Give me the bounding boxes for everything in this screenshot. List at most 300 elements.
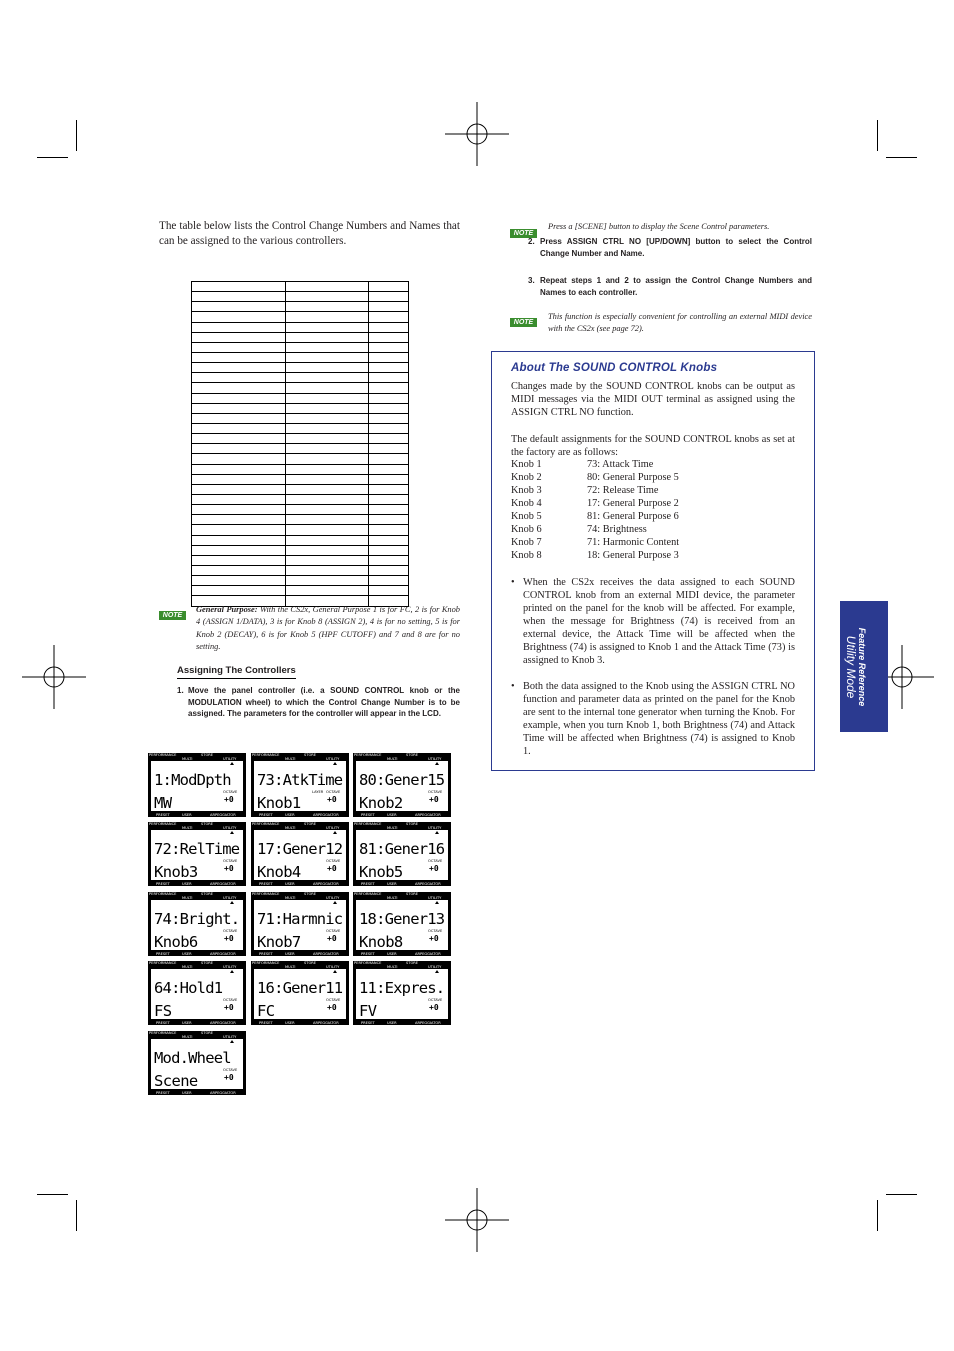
lcd-label-performance: PERFORMANCE — [149, 892, 177, 896]
table-row — [192, 565, 409, 575]
table-cell — [192, 434, 286, 444]
lcd-label-store: STORE — [406, 753, 419, 757]
octave-value: +0 — [224, 795, 234, 804]
cursor-triangle-icon — [333, 970, 337, 973]
lcd-line-1: 64:Hold1 — [154, 979, 223, 997]
table-cell — [369, 515, 409, 525]
step-text: Repeat steps 1 and 2 to assign the Control Change Numbers and Names to each controller. — [540, 276, 812, 297]
step-3 — [528, 275, 812, 299]
assigning-heading: Assigning The Controllers — [177, 665, 296, 679]
lcd-label-store: STORE — [201, 892, 214, 896]
control-change-table — [191, 281, 409, 607]
table-row — [192, 363, 409, 373]
table-cell — [369, 454, 409, 464]
octave-value: +0 — [327, 864, 337, 873]
lcd-label-utility: UTILITY — [326, 757, 340, 761]
table-row — [192, 373, 409, 383]
lcd-label-utility: UTILITY — [326, 896, 340, 900]
lcd-screen — [353, 961, 451, 1025]
octave-value: +0 — [429, 934, 439, 943]
lcd-label-multi: MULTI — [285, 757, 296, 761]
lcd-screen — [251, 822, 349, 886]
table-row — [192, 423, 409, 433]
table-cell — [285, 413, 369, 423]
table-cell — [369, 525, 409, 535]
lcd-display — [254, 761, 346, 811]
lcd-screen — [353, 822, 451, 886]
box-paragraph: Changes made by the SOUND CONTROL knobs can be output as MIDI messages via the MIDI OUT terminal as assigned using the ASSIGN CTRL NO function. — [511, 381, 795, 418]
table-cell — [192, 505, 286, 515]
list-item: Knob 4 17: General Purpose 2 — [511, 498, 679, 509]
table-cell — [369, 302, 409, 312]
registration-mark-icon — [445, 1188, 509, 1252]
cursor-triangle-icon — [435, 901, 439, 904]
lcd-line-1: 18:Gener13 — [359, 910, 445, 928]
table-cell — [369, 444, 409, 454]
lcd-label-arpeggiator: ARPEGGIATOR — [210, 1021, 236, 1025]
table-cell — [192, 413, 286, 423]
octave-value: +0 — [224, 1073, 234, 1082]
lcd-label-performance: PERFORMANCE — [354, 961, 382, 965]
table-cell — [369, 505, 409, 515]
table-cell — [369, 494, 409, 504]
table-row — [192, 322, 409, 332]
lcd-display — [356, 969, 448, 1019]
step-number: 2. — [528, 237, 535, 246]
lcd-line-1: 74:Bright. — [154, 910, 240, 928]
lcd-label-preset: PRESET — [156, 952, 170, 956]
table-row — [192, 515, 409, 525]
table-cell — [369, 363, 409, 373]
cursor-triangle-icon — [333, 831, 337, 834]
lcd-label-octave: OCTAVE — [428, 790, 443, 794]
octave-value: +0 — [327, 1003, 337, 1012]
cursor-triangle-icon — [435, 970, 439, 973]
table-cell — [285, 423, 369, 433]
table-cell — [192, 322, 286, 332]
octave-value: +0 — [224, 864, 234, 873]
lcd-label-utility: UTILITY — [223, 1035, 237, 1039]
table-cell — [192, 292, 286, 302]
table-cell — [285, 352, 369, 362]
lcd-label-performance: PERFORMANCE — [149, 822, 177, 826]
lcd-line-2: Knob4 — [257, 863, 301, 881]
table-cell — [192, 576, 286, 586]
table-row — [192, 302, 409, 312]
octave-value: +0 — [429, 795, 439, 804]
lcd-label-user: USER — [387, 882, 397, 886]
lcd-line-2: FS — [154, 1002, 172, 1020]
table-row — [192, 393, 409, 403]
table-row — [192, 525, 409, 535]
lcd-label-arpeggiator: ARPEGGIATOR — [313, 813, 339, 817]
lcd-line-2: Knob7 — [257, 933, 301, 951]
lcd-screen — [148, 961, 246, 1025]
crop-mark — [877, 120, 878, 151]
lcd-line-2: Knob6 — [154, 933, 198, 951]
lcd-display — [151, 900, 243, 950]
lcd-label-user: USER — [182, 882, 192, 886]
lcd-label-preset: PRESET — [361, 813, 375, 817]
table-row — [192, 474, 409, 484]
lcd-label-multi: MULTI — [285, 826, 296, 830]
table-cell — [369, 434, 409, 444]
lcd-label-preset: PRESET — [259, 882, 273, 886]
lcd-label-performance: PERFORMANCE — [252, 822, 280, 826]
table-cell — [369, 484, 409, 494]
lcd-label-arpeggiator: ARPEGGIATOR — [313, 882, 339, 886]
sound-control-box — [491, 351, 815, 771]
step-text: Press ASSIGN CTRL NO [UP/DOWN] button to select the Control Change Number and Name. — [540, 237, 812, 258]
cursor-triangle-icon — [230, 762, 234, 765]
table-cell — [192, 332, 286, 342]
lcd-label-preset: PRESET — [156, 1021, 170, 1025]
table-cell — [369, 535, 409, 545]
note-text: With the CS2x, General Purpose 1 is for FC, 2 is for Knob 4 (ASSIGN 1/DATA), 3 is for Knob 8 (ASSIGN 2), 4 is for no setting, 5 is for Knob 2 (DECAY), 6 is for Knob 5 (HPF CUTOFF) and 7 and 8 are for no setting. — [196, 605, 460, 651]
lcd-label-octave: OCTAVE — [428, 929, 443, 933]
cursor-triangle-icon — [333, 901, 337, 904]
lcd-label-performance: PERFORMANCE — [252, 961, 280, 965]
lcd-label-user: USER — [387, 813, 397, 817]
lcd-screen — [148, 822, 246, 886]
crop-mark — [37, 157, 68, 158]
table-cell — [192, 494, 286, 504]
lcd-label-arpeggiator: ARPEGGIATOR — [415, 952, 441, 956]
table-cell — [285, 292, 369, 302]
section-tab — [840, 601, 888, 732]
lcd-label-arpeggiator: ARPEGGIATOR — [210, 952, 236, 956]
lcd-label-arpeggiator: ARPEGGIATOR — [415, 882, 441, 886]
table-cell — [285, 393, 369, 403]
lcd-line-1: 11:Expres. — [359, 979, 445, 997]
table-cell — [369, 403, 409, 413]
lcd-label-octave: OCTAVE — [326, 929, 341, 933]
table-cell — [369, 474, 409, 484]
registration-mark-icon — [22, 645, 86, 709]
octave-value: +0 — [224, 1003, 234, 1012]
table-cell — [285, 312, 369, 322]
lcd-line-1: 16:Gener11 — [257, 979, 343, 997]
lcd-label-user: USER — [387, 1021, 397, 1025]
bullet-text: Both the data assigned to the Knob using the ASSIGN CTRL NO function and parameter data as printed on the panel for the Knob are sent to the internal tone generator when turning the Knob. For example, when you turn Knob 1, both Brightness (74) and Attack Time will be affected when Brightness (74) is assigned to Knob 1. — [523, 681, 795, 757]
table-cell — [369, 383, 409, 393]
table-cell — [285, 525, 369, 535]
lcd-label-utility: UTILITY — [223, 965, 237, 969]
table-row — [192, 352, 409, 362]
lcd-label-preset: PRESET — [259, 1021, 273, 1025]
note-icon: NOTE — [510, 229, 537, 238]
table-cell — [369, 555, 409, 565]
table-row — [192, 505, 409, 515]
lcd-line-2: Scene — [154, 1072, 198, 1090]
table-row — [192, 292, 409, 302]
lcd-label-user: USER — [285, 1021, 295, 1025]
lcd-label-multi: MULTI — [182, 826, 193, 830]
table-cell — [192, 302, 286, 312]
lcd-label-utility: UTILITY — [428, 757, 442, 761]
bullet-item — [511, 680, 795, 758]
lcd-label-multi: MULTI — [285, 896, 296, 900]
table-cell — [285, 444, 369, 454]
lcd-label-store: STORE — [304, 753, 317, 757]
lcd-line-1: 71:Harmnic — [257, 910, 343, 928]
lcd-label-multi: MULTI — [387, 826, 398, 830]
table-cell — [369, 545, 409, 555]
lcd-label-utility: UTILITY — [428, 896, 442, 900]
table-row — [192, 576, 409, 586]
lcd-line-1: 1:ModDpth — [154, 771, 231, 789]
lcd-display — [254, 969, 346, 1019]
table-row — [192, 545, 409, 555]
table-cell — [285, 383, 369, 393]
table-cell — [285, 282, 369, 292]
general-purpose-note — [159, 604, 460, 651]
table-cell — [192, 342, 286, 352]
lcd-line-2: Knob5 — [359, 863, 403, 881]
lcd-screen — [148, 1031, 246, 1095]
octave-value: +0 — [224, 934, 234, 943]
lcd-display — [356, 761, 448, 811]
lcd-label-arpeggiator: ARPEGGIATOR — [313, 952, 339, 956]
bullet-icon: • — [511, 577, 515, 588]
intro-paragraph: The table below lists the Control Change Numbers and Names that can be assigned to the various controllers. — [159, 220, 460, 247]
table-cell — [192, 586, 286, 596]
lcd-label-performance: PERFORMANCE — [149, 961, 177, 965]
table-cell — [285, 373, 369, 383]
lcd-label-utility: UTILITY — [326, 826, 340, 830]
crop-mark — [76, 1200, 77, 1231]
octave-value: +0 — [429, 1003, 439, 1012]
table-cell — [285, 302, 369, 312]
lcd-line-1: 81:Gener16 — [359, 840, 445, 858]
lcd-line-2: Knob3 — [154, 863, 198, 881]
lcd-screen — [251, 753, 349, 817]
lcd-label-arpeggiator: ARPEGGIATOR — [415, 1021, 441, 1025]
crop-mark — [886, 157, 917, 158]
cursor-triangle-icon — [333, 762, 337, 765]
table-cell — [285, 363, 369, 373]
lcd-screen — [148, 753, 246, 817]
note-icon: NOTE — [510, 318, 537, 327]
list-item: Knob 3 72: Release Time — [511, 485, 659, 496]
lcd-label-multi: MULTI — [182, 757, 193, 761]
lcd-line-2: FC — [257, 1002, 275, 1020]
table-cell — [192, 545, 286, 555]
lcd-label-store: STORE — [201, 961, 214, 965]
lcd-label-user: USER — [387, 952, 397, 956]
section-tab-title: Feature Reference — [857, 627, 867, 707]
lcd-label-store: STORE — [304, 961, 317, 965]
table-row — [192, 312, 409, 322]
lcd-label-performance: PERFORMANCE — [252, 892, 280, 896]
table-cell — [369, 565, 409, 575]
lcd-label-multi: MULTI — [387, 757, 398, 761]
section-tab-subtitle: Utility Mode — [844, 635, 858, 699]
lcd-display — [151, 969, 243, 1019]
list-item: Knob 8 18: General Purpose 3 — [511, 550, 679, 561]
table-cell — [192, 535, 286, 545]
bullet-icon: • — [511, 681, 515, 692]
table-cell — [192, 565, 286, 575]
table-cell — [285, 535, 369, 545]
table-row — [192, 383, 409, 393]
cursor-triangle-icon — [230, 1040, 234, 1043]
lcd-label-user: USER — [285, 882, 295, 886]
lcd-line-2: Knob2 — [359, 794, 403, 812]
table-cell — [192, 444, 286, 454]
lcd-line-1: 73:AtkTime — [257, 771, 343, 789]
lcd-label-preset: PRESET — [361, 1021, 375, 1025]
lcd-label-store: STORE — [304, 822, 317, 826]
table-cell — [192, 464, 286, 474]
lcd-line-1: 80:Gener15 — [359, 771, 445, 789]
table-cell — [192, 312, 286, 322]
cursor-triangle-icon — [435, 831, 439, 834]
table-header-row — [192, 282, 409, 292]
table-cell — [192, 383, 286, 393]
table-cell — [285, 332, 369, 342]
table-cell — [369, 282, 409, 292]
lcd-label-octave: OCTAVE — [326, 859, 341, 863]
lcd-display — [151, 830, 243, 880]
table-cell — [192, 555, 286, 565]
lcd-label-preset: PRESET — [156, 813, 170, 817]
lcd-label-store: STORE — [201, 822, 214, 826]
table-cell — [285, 464, 369, 474]
box-paragraph: The default assignments for the SOUND CONTROL knobs as set at the factory are as follows: — [511, 434, 795, 458]
lcd-label-utility: UTILITY — [223, 896, 237, 900]
table-cell — [192, 363, 286, 373]
midi-note — [510, 311, 812, 334]
lcd-label-utility: UTILITY — [428, 965, 442, 969]
lcd-label-multi: MULTI — [182, 965, 193, 969]
note-icon: NOTE — [159, 611, 186, 620]
note-lead: General Purpose: — [196, 605, 258, 614]
list-item: Knob 7 71: Harmonic Content — [511, 537, 680, 548]
lcd-display — [151, 761, 243, 811]
table-cell — [192, 515, 286, 525]
table-cell — [285, 505, 369, 515]
lcd-line-2: MW — [154, 794, 172, 812]
lcd-label-arpeggiator: ARPEGGIATOR — [313, 1021, 339, 1025]
lcd-label-store: STORE — [304, 892, 317, 896]
lcd-display — [254, 900, 346, 950]
table-row — [192, 444, 409, 454]
lcd-label-store: STORE — [406, 961, 419, 965]
lcd-label-octave: OCTAVE — [223, 859, 238, 863]
table-cell — [369, 332, 409, 342]
lcd-label-octave: OCTAVE — [223, 1068, 238, 1072]
list-item: Knob 5 81: General Purpose 6 — [511, 511, 679, 522]
table-cell — [369, 292, 409, 302]
note-text: This function is especially convenient for controlling an external MIDI device with the CS2x (see page 72). — [548, 312, 812, 334]
table-cell — [192, 403, 286, 413]
lcd-label-user: USER — [285, 952, 295, 956]
table-cell — [192, 454, 286, 464]
lcd-display — [356, 830, 448, 880]
table-cell — [192, 373, 286, 383]
table-cell — [369, 322, 409, 332]
lcd-label-layer: LAYER — [312, 790, 324, 794]
table-cell — [285, 434, 369, 444]
lcd-label-user: USER — [182, 813, 192, 817]
table-cell — [369, 373, 409, 383]
lcd-display — [356, 900, 448, 950]
lcd-label-utility: UTILITY — [326, 965, 340, 969]
bullet-text: When the CS2x receives the data assigned to each SOUND CONTROL knob from an external MIDI device, the parameter printed on the panel for the knob will be affected. For example, when the message for Brightness (74) is received from an external device, the Attack Time will be affected when the Brightness (74) is assigned to Knob 1 and the Attack Time (73) is assigned to Knob 3. — [523, 577, 795, 666]
table-row — [192, 464, 409, 474]
table-cell — [192, 423, 286, 433]
table-cell — [192, 484, 286, 494]
lcd-label-multi: MULTI — [387, 965, 398, 969]
lcd-label-performance: PERFORMANCE — [252, 753, 280, 757]
table-cell — [369, 413, 409, 423]
table-cell — [285, 515, 369, 525]
lcd-label-arpeggiator: ARPEGGIATOR — [210, 813, 236, 817]
lcd-label-octave: OCTAVE — [428, 998, 443, 1002]
note-text: Press a [SCENE] button to display the Scene Control parameters. — [548, 222, 770, 231]
list-item: Knob 2 80: General Purpose 5 — [511, 472, 679, 483]
bullet-item — [511, 576, 795, 667]
crop-mark — [76, 120, 77, 151]
table-cell — [192, 525, 286, 535]
lcd-label-preset: PRESET — [259, 813, 273, 817]
table-row — [192, 555, 409, 565]
table-cell — [285, 555, 369, 565]
table-row — [192, 434, 409, 444]
table-cell — [369, 423, 409, 433]
table-cell — [369, 393, 409, 403]
table-cell — [192, 474, 286, 484]
list-item: Knob 6 74: Brightness — [511, 524, 647, 535]
cursor-triangle-icon — [230, 970, 234, 973]
lcd-label-performance: PERFORMANCE — [149, 753, 177, 757]
lcd-label-utility: UTILITY — [223, 826, 237, 830]
lcd-screen — [353, 753, 451, 817]
lcd-label-multi: MULTI — [285, 965, 296, 969]
lcd-label-preset: PRESET — [259, 952, 273, 956]
table-row — [192, 413, 409, 423]
crop-mark — [37, 1194, 68, 1195]
table-cell — [285, 322, 369, 332]
crop-mark — [877, 1200, 878, 1231]
step-number: 1. — [177, 686, 184, 695]
table-cell — [285, 565, 369, 575]
lcd-label-utility: UTILITY — [428, 826, 442, 830]
lcd-line-1: 17:Gener12 — [257, 840, 343, 858]
lcd-screen — [251, 961, 349, 1025]
lcd-label-arpeggiator: ARPEGGIATOR — [210, 1091, 236, 1095]
table-cell — [285, 494, 369, 504]
lcd-label-multi: MULTI — [182, 1035, 193, 1039]
lcd-label-performance: PERFORMANCE — [354, 822, 382, 826]
cursor-triangle-icon — [435, 762, 439, 765]
lcd-label-performance: PERFORMANCE — [354, 892, 382, 896]
table-row — [192, 586, 409, 596]
lcd-label-store: STORE — [201, 753, 214, 757]
table-cell — [285, 454, 369, 464]
lcd-label-multi: MULTI — [182, 896, 193, 900]
lcd-label-user: USER — [182, 1021, 192, 1025]
lcd-label-user: USER — [182, 952, 192, 956]
octave-value: +0 — [327, 934, 337, 943]
lcd-label-octave: OCTAVE — [223, 790, 238, 794]
lcd-label-preset: PRESET — [361, 952, 375, 956]
lcd-label-utility: UTILITY — [223, 757, 237, 761]
step-2 — [528, 236, 812, 260]
octave-value: +0 — [429, 864, 439, 873]
lcd-label-octave: OCTAVE — [223, 929, 238, 933]
